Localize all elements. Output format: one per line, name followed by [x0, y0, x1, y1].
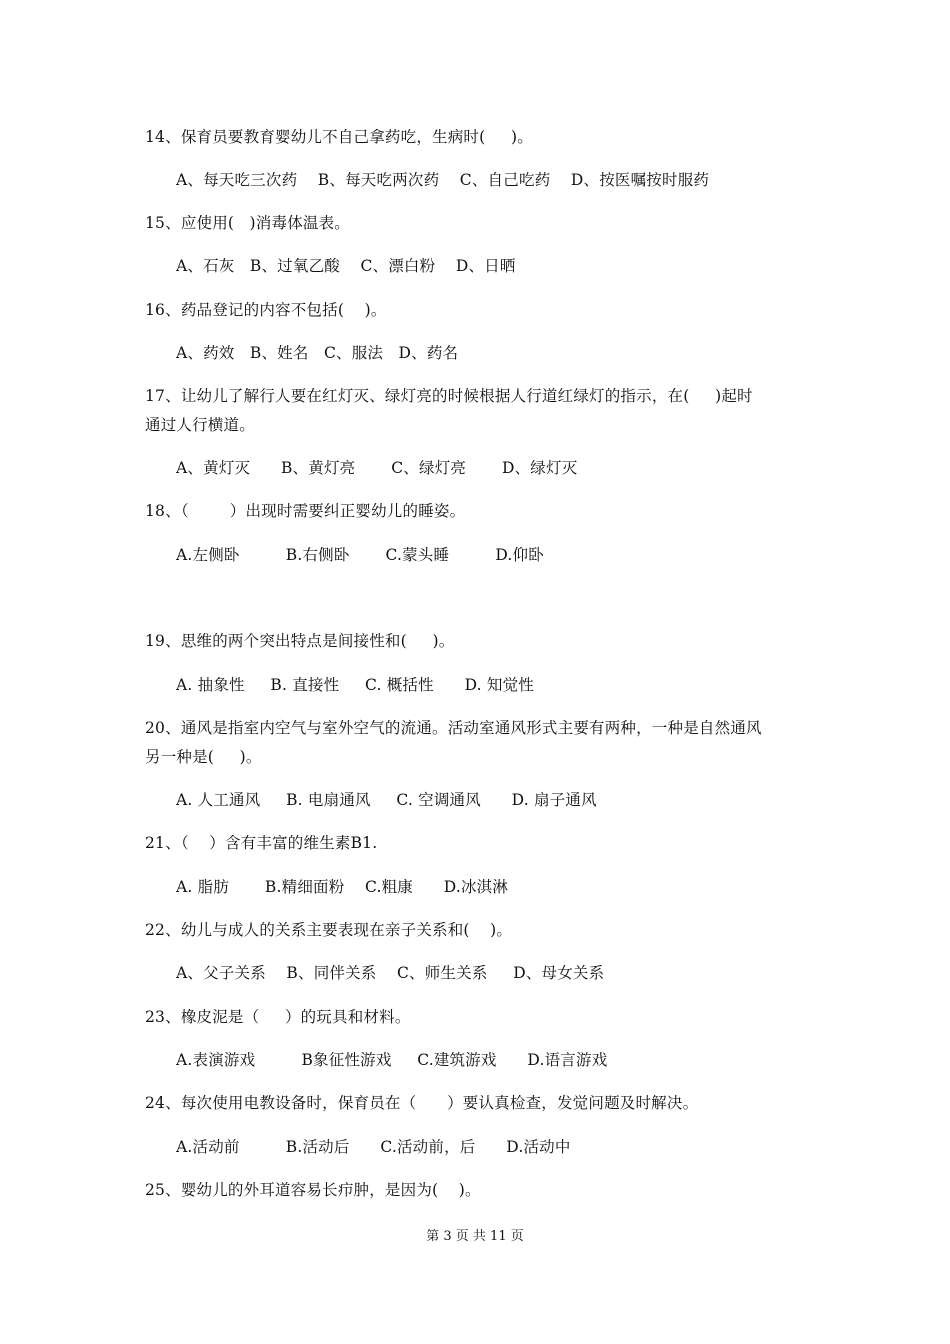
question-19-stem: 19、思维的两个突出特点是间接性和( )。: [145, 632, 455, 650]
question-17-options: A、黄灯灭 B、黄灯亮 C、绿灯亮 D、绿灯灭: [176, 459, 578, 477]
question-18-options: A.左侧卧 B.右侧卧 C.蒙头睡 D.仰卧: [176, 546, 544, 564]
question-14-stem: 14、保育员要教育婴幼儿不自己拿药吃，生病时( )。: [145, 128, 533, 146]
question-21-stem: 21、（ ）含有丰富的维生素B1.: [145, 834, 378, 852]
question-24-stem: 24、每次使用电教设备时，保育员在（ ）要认真检查，发觉问题及时解决。: [145, 1094, 699, 1112]
question-18-stem: 18、（ ）出现时需要纠正婴幼儿的睡姿。: [145, 502, 466, 520]
question-21-options: A. 脂肪 B.精细面粉 C.粗康 D.冰淇淋: [176, 878, 509, 896]
question-25-stem: 25、婴幼儿的外耳道容易长疖肿，是因为( )。: [145, 1181, 481, 1199]
question-15-stem: 15、应使用( )消毒体温表。: [145, 214, 350, 232]
question-19-options: A. 抽象性 B. 直接性 C. 概括性 D. 知觉性: [176, 676, 535, 694]
question-20-stem-line-1: 20、通风是指室内空气与室外空气的流通。活动室通风形式主要有两种，一种是自然通风: [145, 719, 762, 737]
question-16-stem: 16、药品登记的内容不包括( )。: [145, 301, 387, 319]
question-24-options: A.活动前 B.活动后 C.活动前，后 D.活动中: [176, 1138, 571, 1156]
question-16-options: A、药效 B、姓名 C、服法 D、药名: [176, 344, 459, 362]
question-23-stem: 23、橡皮泥是（ ）的玩具和材料。: [145, 1008, 411, 1026]
question-20-stem-line-2: 另一种是( )。: [145, 748, 262, 766]
question-15-options: A、石灰 B、过氧乙酸 C、漂白粉 D、日晒: [176, 257, 516, 275]
page-number-footer: 第 3 页 共 11 页: [426, 1229, 524, 1244]
question-17-stem-line-2: 通过人行横道。: [145, 416, 255, 434]
question-22-options: A、父子关系 B、同伴关系 C、师生关系 D、母女关系: [176, 964, 605, 982]
question-17-stem-line-1: 17、让幼儿了解行人要在红灯灭、绿灯亮的时候根据人行道红绿灯的指示，在( )起时: [145, 387, 753, 405]
question-20-options: A. 人工通风 B. 电扇通风 C. 空调通风 D. 扇子通风: [176, 791, 597, 809]
question-23-options: A.表演游戏 B象征性游戏 C.建筑游戏 D.语言游戏: [176, 1051, 608, 1069]
question-14-options: A、每天吃三次药 B、每天吃两次药 C、自己吃药 D、按医嘱按时服药: [176, 171, 710, 189]
question-22-stem: 22、幼儿与成人的关系主要表现在亲子关系和( )。: [145, 921, 513, 939]
